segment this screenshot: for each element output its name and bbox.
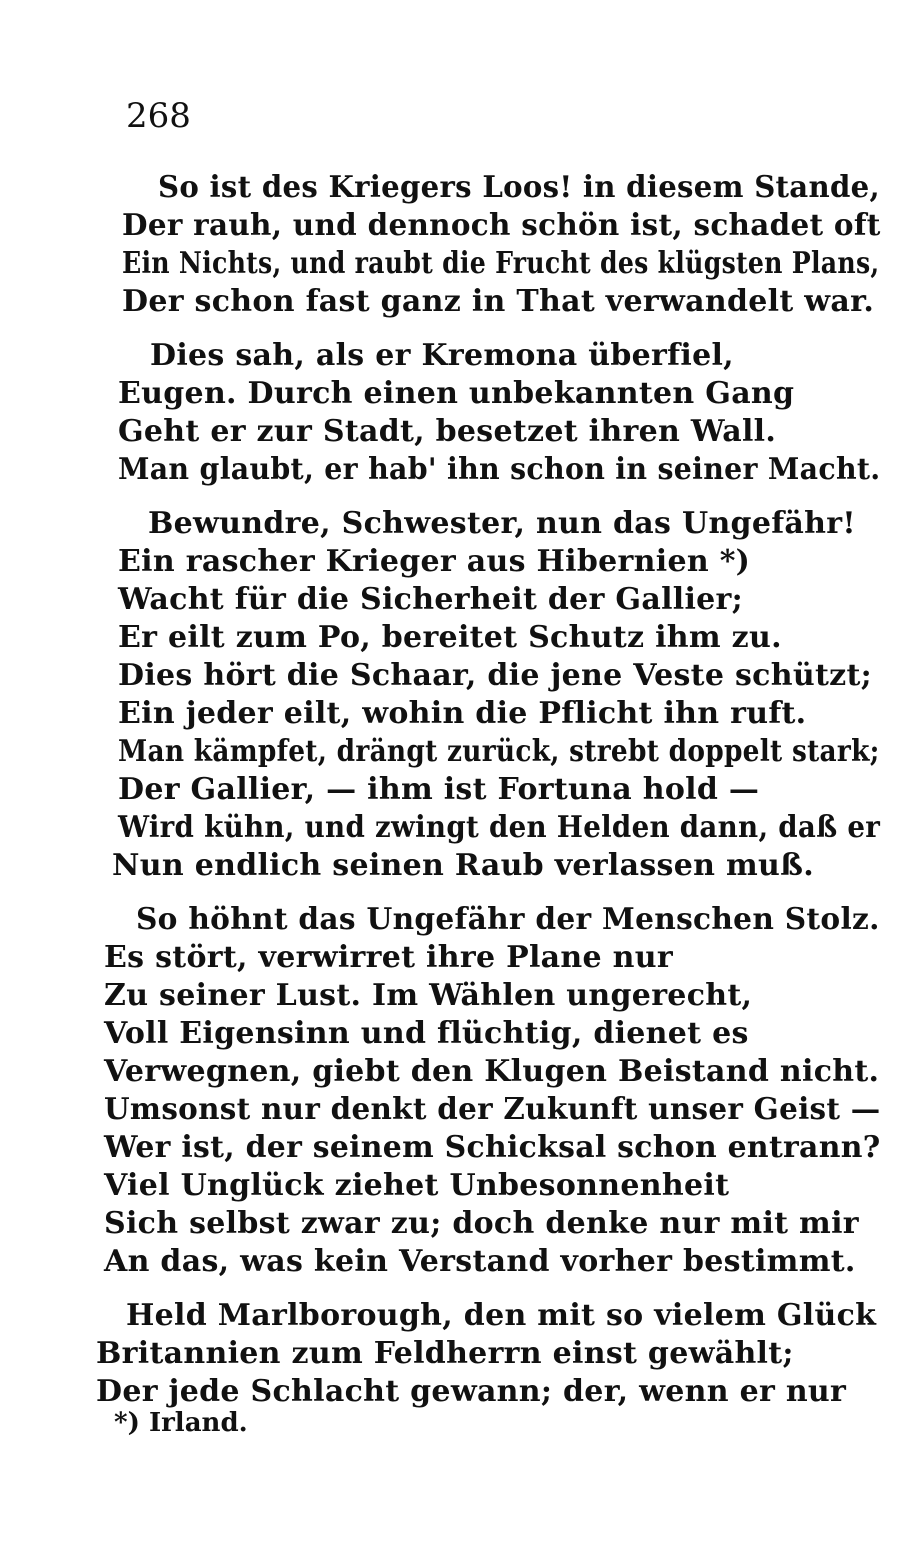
verse-line: Man kämpfet, drängt zurück, strebt doppelt stark;	[118, 734, 880, 769]
verse-line: Held Marlborough, den mit so vielem Glück	[126, 1298, 877, 1333]
verse-line: Es stört, verwirret ihre Plane nur	[104, 940, 673, 975]
verse-line: Viel Unglück ziehet Unbesonnenheit	[104, 1168, 730, 1203]
page-number: 268	[126, 96, 191, 136]
verse-line: Dies sah, als er Kremona überfiel,	[150, 338, 734, 373]
verse-line: Der rauh, und dennoch schön ist, schadet oft	[122, 208, 881, 243]
verse-line: Umsonst nur denkt der Zukunft unser Geist —	[104, 1092, 881, 1127]
footnote: *) Irland.	[114, 1408, 248, 1438]
verse-line: Nun endlich seinen Raub verlassen muß.	[112, 848, 814, 883]
verse-line: Geht er zur Stadt, besetzet ihren Wall.	[118, 414, 777, 449]
verse-line: Der Gallier, — ihm ist Fortuna hold —	[118, 772, 760, 807]
verse-line: Wird kühn, und zwingt den Helden dann, daß er	[118, 810, 881, 845]
verse-line: Ein Nichts, und raubt die Frucht des klügsten Plans,	[122, 246, 880, 281]
verse-line: Wacht für die Sicherheit der Gallier;	[118, 582, 744, 617]
verse-line: So ist des Kriegers Loos! in diesem Stande,	[158, 170, 880, 205]
verse-line: Er eilt zum Po, bereitet Schutz ihm zu.	[118, 620, 782, 655]
verse-line: Ein rascher Krieger aus Hibernien *)	[118, 544, 751, 579]
verse-line: Sich selbst zwar zu; doch denke nur mit mir	[104, 1206, 859, 1241]
verse-line: Voll Eigensinn und flüchtig, dienet es	[104, 1016, 749, 1051]
verse-line: Eugen. Durch einen unbekannten Gang	[118, 376, 795, 411]
verse-line: Man glaubt, er hab' ihn schon in seiner Macht.	[118, 452, 881, 487]
verse-line: An das, was kein Verstand vorher bestimmt.	[104, 1244, 856, 1279]
verse-line: Bewundre, Schwester, nun das Ungefähr!	[148, 506, 856, 541]
verse-line: Ein jeder eilt, wohin die Pflicht ihn ruft.	[118, 696, 807, 731]
verse-line: So höhnt das Ungefähr der Menschen Stolz.	[136, 902, 880, 937]
verse-line: Der jede Schlacht gewann; der, wenn er nur	[96, 1374, 847, 1409]
verse-line: Zu seiner Lust. Im Wählen ungerecht,	[104, 978, 753, 1013]
verse-line: Dies hört die Schaar, die jene Veste schützt;	[118, 658, 872, 693]
verse-line: Britannien zum Feldherrn einst gewählt;	[96, 1336, 794, 1371]
verse-line: Der schon fast ganz in That verwandelt war.	[122, 284, 875, 319]
verse-line: Wer ist, der seinem Schicksal schon entrann?	[104, 1130, 881, 1165]
verse-line: Verwegnen, giebt den Klugen Beistand nicht.	[104, 1054, 880, 1089]
